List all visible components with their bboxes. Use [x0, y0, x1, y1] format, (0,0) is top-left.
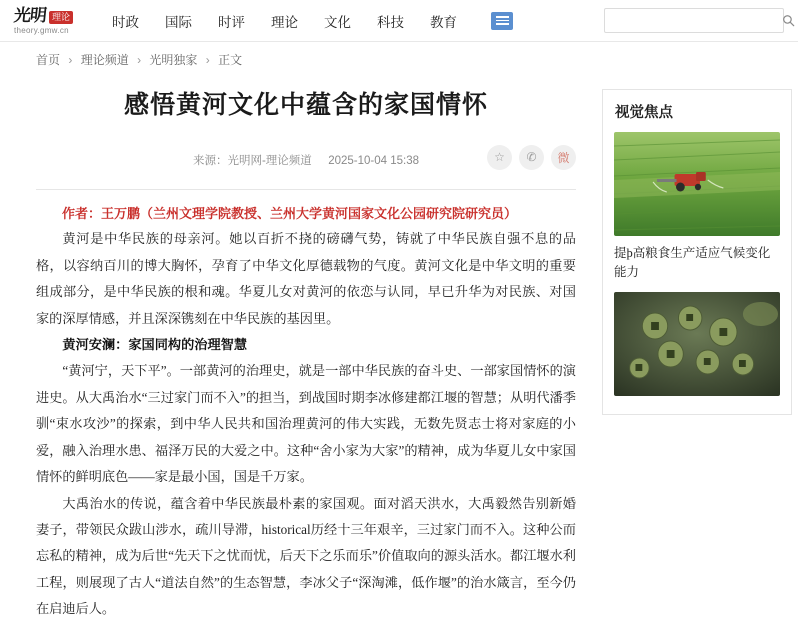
nav-item-jiaoyu[interactable]: 教育 — [430, 14, 457, 30]
article-subheading: 黄河安澜：家国同构的治理智慧 — [62, 337, 248, 353]
wechat-icon[interactable]: ✆ — [519, 145, 544, 170]
share-group — [487, 145, 576, 170]
hamburger-menu-icon[interactable] — [491, 12, 513, 30]
logo-badge: 理论 — [49, 11, 73, 24]
breadcrumb-current: 正文 — [218, 53, 243, 67]
site-header — [0, 0, 798, 42]
list-item[interactable] — [603, 132, 791, 292]
source-label: 来源： — [192, 154, 228, 167]
nav-item-keji[interactable]: 科技 — [377, 14, 404, 30]
main-nav — [112, 11, 513, 31]
ancient-coins-photo[interactable] — [614, 292, 780, 396]
article-paragraph: “黄河宁，天下平”。一部黄河的治理史，就是一部中华民族的奋斗史、一部家国情怀的演进史。从大禹治水“三过家门而不入”的担当，到战国时期李冰修建都江堰的智慧；从明代潘季驯“束水攻沙”的探索，到中华人民共和国治理黄河的伟大实践，无数先贤志士将对家庭的小爱，融入治理水患、福泽万民的大爱之中。这种“舍小家为大家”的精神，成为华夏儿女中家国情怀的鲜明底色——家是最小国，国是千万家。 — [36, 363, 576, 485]
logo-url: theory.gmw.cn — [14, 25, 69, 35]
breadcrumb-item-exclusive[interactable]: 光明独家 — [149, 53, 198, 67]
search-box[interactable] — [604, 8, 784, 33]
content-wrapper — [0, 77, 798, 623]
weibo-icon[interactable]: 微 — [551, 145, 576, 170]
breadcrumb — [0, 42, 798, 77]
search-icon[interactable] — [776, 9, 798, 32]
nav-item-shizheng[interactable]: 时政 — [112, 14, 139, 30]
nav-item-wenhua[interactable]: 文化 — [324, 14, 351, 30]
nav-item-shiping[interactable]: 时评 — [218, 14, 245, 30]
article-meta — [36, 145, 576, 175]
logo-top-row — [14, 7, 96, 24]
nav-item-guoji[interactable]: 国际 — [165, 14, 192, 30]
site-logo[interactable] — [14, 7, 96, 35]
breadcrumb-separator-icon: › — [68, 53, 73, 67]
breadcrumb-separator-icon: › — [137, 53, 142, 67]
search-input[interactable] — [605, 9, 776, 32]
list-item[interactable] — [603, 292, 791, 414]
sidebar-item-caption[interactable]: 提þ高粮食生产适应气候变化能力 — [614, 246, 771, 279]
sidebar-title: 视觉焦点 — [603, 89, 791, 132]
meta-divider — [36, 189, 576, 190]
aerial-farmland-tractor-photo[interactable] — [614, 132, 780, 236]
logo-text: 光明 — [13, 5, 47, 25]
article-paragraph: 大禹治水的传说，蕴含着中华民族最朴素的家国观。面对滔天洪水，大禹毅然告别新婚妻子，带领民众跋山涉水，疏川导滞，historical历经十三年艰辛，三过家门而不入。这种公而忘私的精神，成为后世“先天下之忧而忧，后天下之乐而乐”价值取向的源头活水。都江堰水利工程，则展现了古人“道法自然”的生态智慧，李冰父子“深淘滩，低作堰”的治水箴言，至今仍在启迪后人。 — [36, 495, 576, 617]
publish-datetime: 2025-10-04 15:38 — [328, 154, 420, 167]
sidebar-item-caption[interactable] — [614, 396, 780, 404]
visual-focus-panel — [602, 89, 792, 415]
article-column — [36, 77, 576, 623]
star-favorite-icon[interactable]: ☆ — [487, 145, 512, 170]
nav-item-lilun[interactable]: 理论 — [271, 14, 298, 30]
breadcrumb-item-theory[interactable]: 理论频道 — [80, 53, 129, 67]
article-meta-text — [193, 152, 419, 168]
source-name: 光明网-理论频道 — [227, 154, 312, 167]
article-author: 作者：王万鹏（兰州文理学院教授、兰州大学黄河国家文化公园研究院研究员） — [62, 205, 518, 221]
page-title: 感悟黄河文化中蕴含的家国情怀 — [123, 92, 488, 119]
breadcrumb-separator-icon: › — [205, 53, 210, 67]
article-paragraph: 黄河是中华民族的母亲河。她以百折不挠的磅礴气势，铸就了中华民族自强不息的品格，以容纳百川的博大胸怀，孕育了中华文化厚德载物的气度。黄河文化是中华文明的重要组成部分，是中华民族的根和魂。华夏儿女对黄河的依恋与认同，早已升华为对民族、对国家的深厚情感，并且深深镌刻在中华民族的基因里。 — [36, 231, 576, 326]
breadcrumb-item-home[interactable]: 首页 — [36, 53, 61, 67]
sidebar-column — [602, 77, 792, 623]
